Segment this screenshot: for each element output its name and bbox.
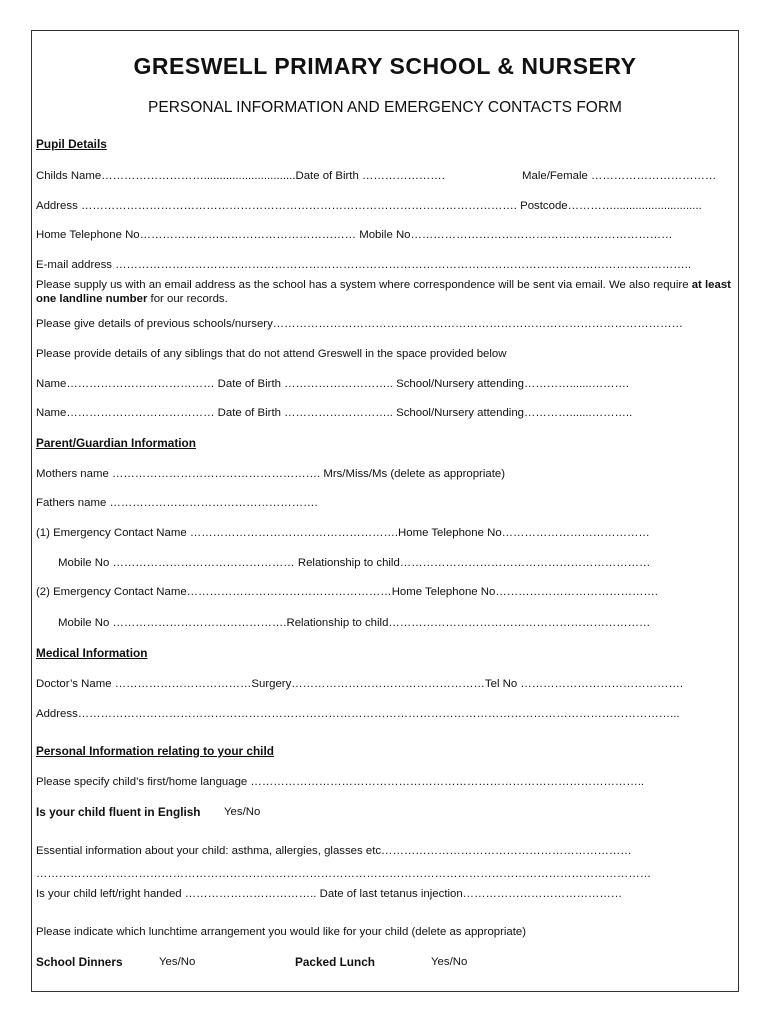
essential-info-line[interactable]: ……………………………………………………………………………………………………………………………………………… (36, 868, 652, 880)
address-field[interactable]: Address ……………………………………………………………………………………………………. Postcode…………............................ (36, 200, 702, 212)
lunch-prompt: Please indicate which lunchtime arrangement you would like for your child (delete as appropriate) (36, 926, 527, 938)
siblings-prompt: Please provide details of any siblings that do not attend Greswell in the space provided below (36, 348, 507, 360)
email-note-emphasis: at least one landline number (36, 279, 731, 305)
telephone-field[interactable]: Home Telephone No………………………………………………… Mobile No…………………………………………………………… (36, 229, 673, 241)
childs-name-field[interactable]: Childs Name……………………….............................Date of Birth …………………. (36, 170, 445, 182)
parent-guardian-heading: Parent/Guardian Information (36, 436, 196, 450)
packed-lunch-label: Packed Lunch (295, 955, 375, 969)
pupil-details-heading: Pupil Details (36, 137, 107, 151)
school-name: GRESWELL PRIMARY SCHOOL & NURSERY (133, 53, 637, 79)
sibling-row[interactable]: Name………………………………… Date of Birth ……………………….. School/Nursery attending………….......………. (36, 378, 630, 390)
fathers-name-field[interactable]: Fathers name ………………………………………………. (36, 497, 318, 509)
essential-info-field[interactable]: Essential information about your child: asthma, allergies, glasses etc………………………………………………………… (36, 845, 632, 857)
emergency-contact-1-mobile[interactable]: Mobile No ………………………………………… Relationship to child………………………………………………………… (58, 557, 651, 569)
school-dinners-label: School Dinners (36, 955, 123, 969)
email-field[interactable]: E-mail address …………………………………………………………………………………………………………………………………….. (36, 259, 691, 271)
emergency-contact-2-name[interactable]: (2) Emergency Contact Name………………………………………………Home Telephone No……………………………………. (36, 586, 658, 598)
fluent-english-label: Is your child fluent in English (36, 805, 201, 819)
emergency-contact-2-mobile[interactable]: Mobile No ……………………………………….Relationship to child…………………………………………………………… (58, 617, 651, 629)
medical-heading: Medical Information (36, 646, 148, 660)
fluent-english-value[interactable]: Yes/No (224, 806, 261, 818)
handed-tetanus-field[interactable]: Is your child left/right handed …………………………….. Date of last tetanus injection…………………………………… (36, 888, 623, 900)
doctor-field[interactable]: Doctor’s Name ………………………………Surgery……………………………………………Tel No ……………………………………. (36, 678, 684, 690)
school-dinners-value[interactable]: Yes/No (159, 956, 196, 968)
form-title: PERSONAL INFORMATION AND EMERGENCY CONTACTS FORM (148, 99, 622, 116)
gender-field[interactable]: Male/Female …………………………… (522, 170, 717, 182)
medical-address-field[interactable]: Address…………………………………………………………………………………………………………………………………………... (36, 708, 680, 720)
personal-info-heading: Personal Information relating to your child (36, 744, 274, 758)
form-page (31, 30, 739, 992)
email-note: Please supply us with an email address as the school has a system where correspondence will be sent via email. We also require at least one landline number for our records. (36, 279, 731, 305)
previous-schools-field[interactable]: Please give details of previous schools/nursery……………………………………………………………………………………………… (36, 318, 683, 330)
mothers-name-field[interactable]: Mothers name ………………………………………………. Mrs/Miss/Ms (delete as appropriate) (36, 468, 506, 480)
packed-lunch-value[interactable]: Yes/No (431, 956, 468, 968)
emergency-contact-1-name[interactable]: (1) Emergency Contact Name ……………………………………………….Home Telephone No………………………………… (36, 527, 650, 539)
sibling-row[interactable]: Name………………………………… Date of Birth ……………………….. School/Nursery attending………….......……….. (36, 407, 633, 419)
home-language-field[interactable]: Please specify child’s first/home language ………………………………………………………………………………………….. (36, 776, 645, 788)
